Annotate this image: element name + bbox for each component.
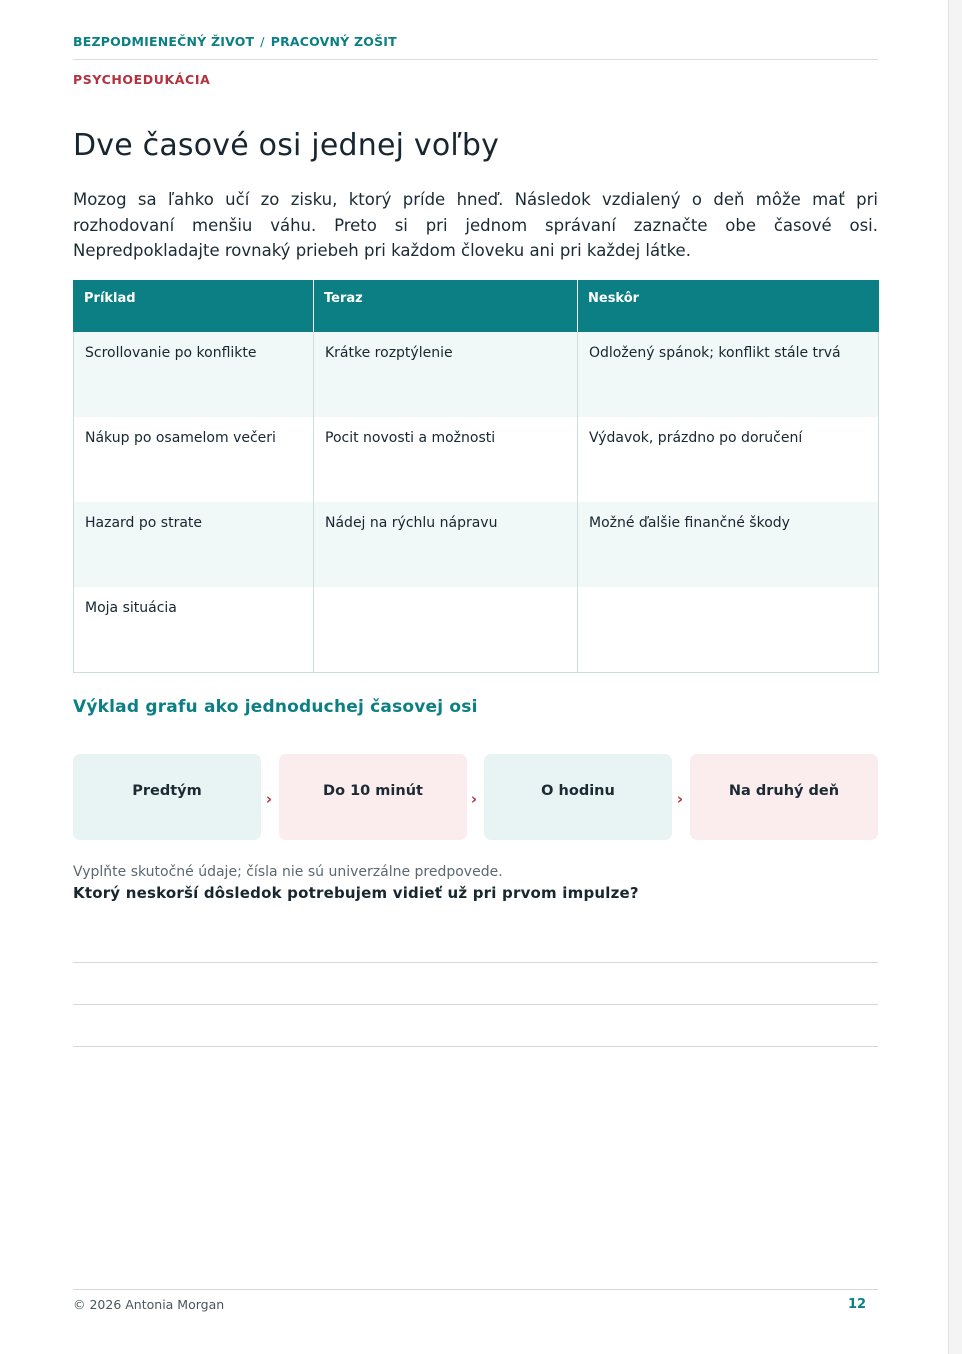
header-divider xyxy=(73,59,878,60)
table-cell: Scrollovanie po konflikte xyxy=(74,332,314,417)
page-number: 12 xyxy=(848,1297,867,1312)
column-header-example: Príklad xyxy=(74,280,314,332)
table-row xyxy=(74,417,879,502)
answer-line[interactable] xyxy=(73,962,878,963)
breadcrumb-separator: / xyxy=(260,34,265,49)
table-row xyxy=(74,502,879,587)
timeline-table xyxy=(73,280,879,673)
answer-line[interactable] xyxy=(73,1004,878,1005)
breadcrumb-book-title: BEZPODMIENEČNÝ ŽIVOT xyxy=(73,34,255,49)
table-row xyxy=(74,332,879,417)
timeline-step-10-minutes: Do 10 minút xyxy=(279,754,467,840)
timeline-step-before: Predtým xyxy=(73,754,261,840)
reflection-question: Ktorý neskorší dôsledok potrebujem vidieť už pri prvom impulze? xyxy=(73,884,639,902)
table-cell: Nádej na rýchlu nápravu xyxy=(314,502,578,587)
chevron-right-icon: › xyxy=(470,790,478,808)
table-cell: Nákup po osamelom večeri xyxy=(74,417,314,502)
timeline-step-next-day: Na druhý deň xyxy=(690,754,878,840)
table-cell: Krátke rozptýlenie xyxy=(314,332,578,417)
table-cell: Výdavok, prázdno po doručení xyxy=(578,417,879,502)
chevron-right-icon: › xyxy=(676,790,684,808)
column-header-now: Teraz xyxy=(314,280,578,332)
table-cell-fillable-now[interactable] xyxy=(314,587,578,673)
timeline-strip xyxy=(73,754,878,840)
page-title: Dve časové osi jednej voľby xyxy=(73,128,500,163)
column-header-later: Neskôr xyxy=(578,280,879,332)
breadcrumb-book-subtitle: PRACOVNÝ ZOŠIT xyxy=(270,34,397,49)
table-cell: Odložený spánok; konflikt stále trvá xyxy=(578,332,879,417)
answer-line[interactable] xyxy=(73,1046,878,1047)
timeline-heading: Výklad grafu ako jednoduchej časovej osi xyxy=(73,697,478,717)
intro-paragraph: Mozog sa ľahko učí zo zisku, ktorý príde hneď. Následok vzdialený o deň môže mať pri rozhodovaní menšiu váhu. Preto si pri jednom správaní zaznačte obe časové osi. Nepredpokladajte rovnaký priebeh pri každom človeku ani pri každej látke. xyxy=(73,190,878,260)
table-cell: Možné ďalšie finančné škody xyxy=(578,502,879,587)
table-row-my-situation xyxy=(74,587,879,673)
footer-divider xyxy=(73,1289,878,1290)
table-cell: Hazard po strate xyxy=(74,502,314,587)
section-tag: PSYCHOEDUKÁCIA xyxy=(73,72,211,87)
table-cell: Pocit novosti a možnosti xyxy=(314,417,578,502)
page-edge xyxy=(948,0,962,1354)
chevron-right-icon: › xyxy=(265,790,273,808)
timeline-note: Vyplňte skutočné údaje; čísla nie sú univerzálne predpovede. xyxy=(73,864,503,880)
copyright: © 2026 Antonia Morgan xyxy=(73,1297,225,1312)
breadcrumb xyxy=(73,34,397,49)
table-cell: Moja situácia xyxy=(74,587,314,673)
table-cell-fillable-later[interactable] xyxy=(578,587,879,673)
timeline-step-hour: O hodinu xyxy=(484,754,672,840)
table-header-row xyxy=(74,280,879,332)
